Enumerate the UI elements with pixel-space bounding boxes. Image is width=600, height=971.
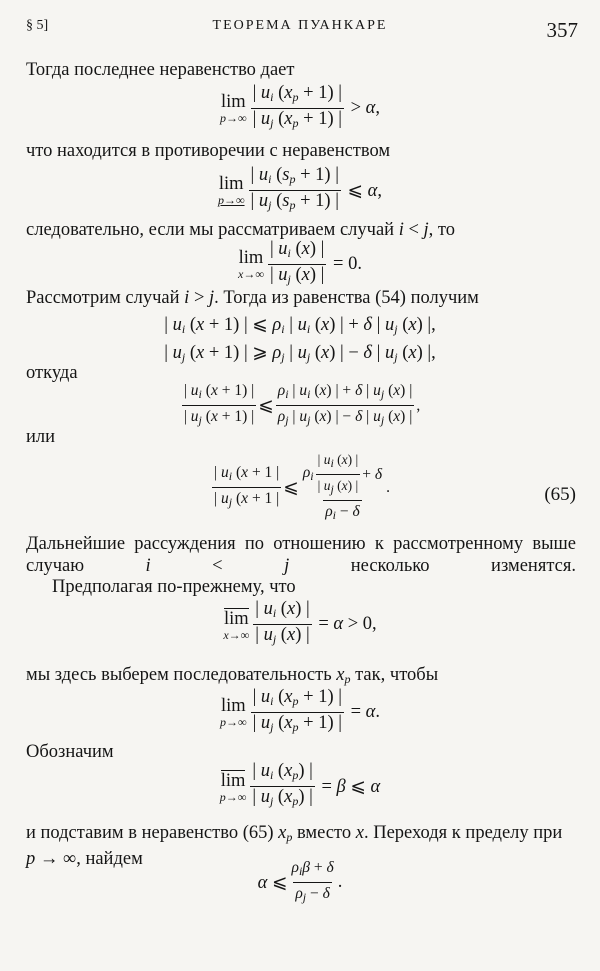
running-title: ТЕОРЕМА ПУАНКАРЕ <box>212 18 388 33</box>
paragraph-1: Тогда последнее неравенство дает <box>26 60 295 80</box>
formula-2: lim p→∞ $\frac{| u_i (s_p + 1) |}{| u_j (s_p + 1) |}$ ⩽ α, <box>0 166 600 215</box>
formula-3: lim x→∞ $\frac{| u_i (x) |}{| u_j (x) |}$ = 0. <box>0 240 600 289</box>
paragraph-10: Обозначим <box>26 742 114 762</box>
formula-8: lim p→∞ $\frac{| u_i (x_p + 1) |}{| u_j (x_p + 1) |}$ = α. <box>0 688 600 737</box>
paragraph-7: Дальнейшие рассуждения по отношению к рассмотренному выше случаю i < j несколько изменятся. <box>26 534 576 576</box>
paragraph-9: мы здесь выберем последовательность $x_p$ так, чтобы <box>26 665 439 686</box>
section-marker: § 5] <box>26 18 49 33</box>
formula-6: $\frac{| u_i (x + 1 |}{| u_j (x + 1 |}$ ⩽ $\rho_i$ $\frac{| u_i (x) |}{| u_j (x) |}$ + δ $\rho_i - \delta$ . <box>0 450 600 525</box>
page-number: 357 <box>546 18 578 42</box>
formula-1: lim p→∞ $\frac{| u_i (x_p + 1) |}{| u_j (x_p + 1) |}$ > α, <box>0 84 600 133</box>
formula-5: $\frac{| u_i (x + 1) |}{| u_j (x + 1) |}$ ⩽ $\frac{\rho_i | u_i (x) | + \delta | u_j (x) |}{\rho_j | u_j (x) | - \delta | u_j (x) |}$ , <box>0 381 600 430</box>
paragraph-4: Рассмотрим случай i > j. Тогда из равенства (54) получим <box>26 288 479 308</box>
formula-9: lim p→∞ $\frac{| u_i (x_p) |}{| u_j (x_p) |}$ = β ⩽ α <box>0 762 600 811</box>
formula-7: lim x→∞ $\frac{| u_i (x) |}{| u_j (x) |}$ = α > 0, <box>0 600 600 649</box>
paragraph-5: откуда <box>26 363 78 383</box>
formula-10: α ⩽ $\frac{\rho_i\beta + \delta}{\rho_j - \delta}$ . <box>0 858 600 907</box>
paragraph-11: и подставим в неравенство (65) $x_p$ вместо x. Переходя к пределу при p → ∞, найдем <box>26 823 563 869</box>
formula-4 <box>0 313 600 369</box>
equation-number-65: (65) <box>544 484 576 505</box>
paragraph-2: что находится в противоречии с неравенством <box>26 141 391 161</box>
formula-4-line-2: | $u_j$ (x + 1) | ⩾ $\rho_j$ | $u_j$ (x) | − δ | $u_j$ (x) |, <box>164 343 436 364</box>
paragraph-8: Предполагая по-прежнему, что <box>52 577 296 597</box>
formula-4-line-1: | $u_i$ (x + 1) | ⩽ $\rho_i$ | $u_i$ (x) | + δ | $u_j$ (x) |, <box>164 315 436 336</box>
paragraph-6: или <box>26 427 56 447</box>
paragraph-3: следовательно, если мы рассматриваем случай i < j, то <box>26 220 456 240</box>
